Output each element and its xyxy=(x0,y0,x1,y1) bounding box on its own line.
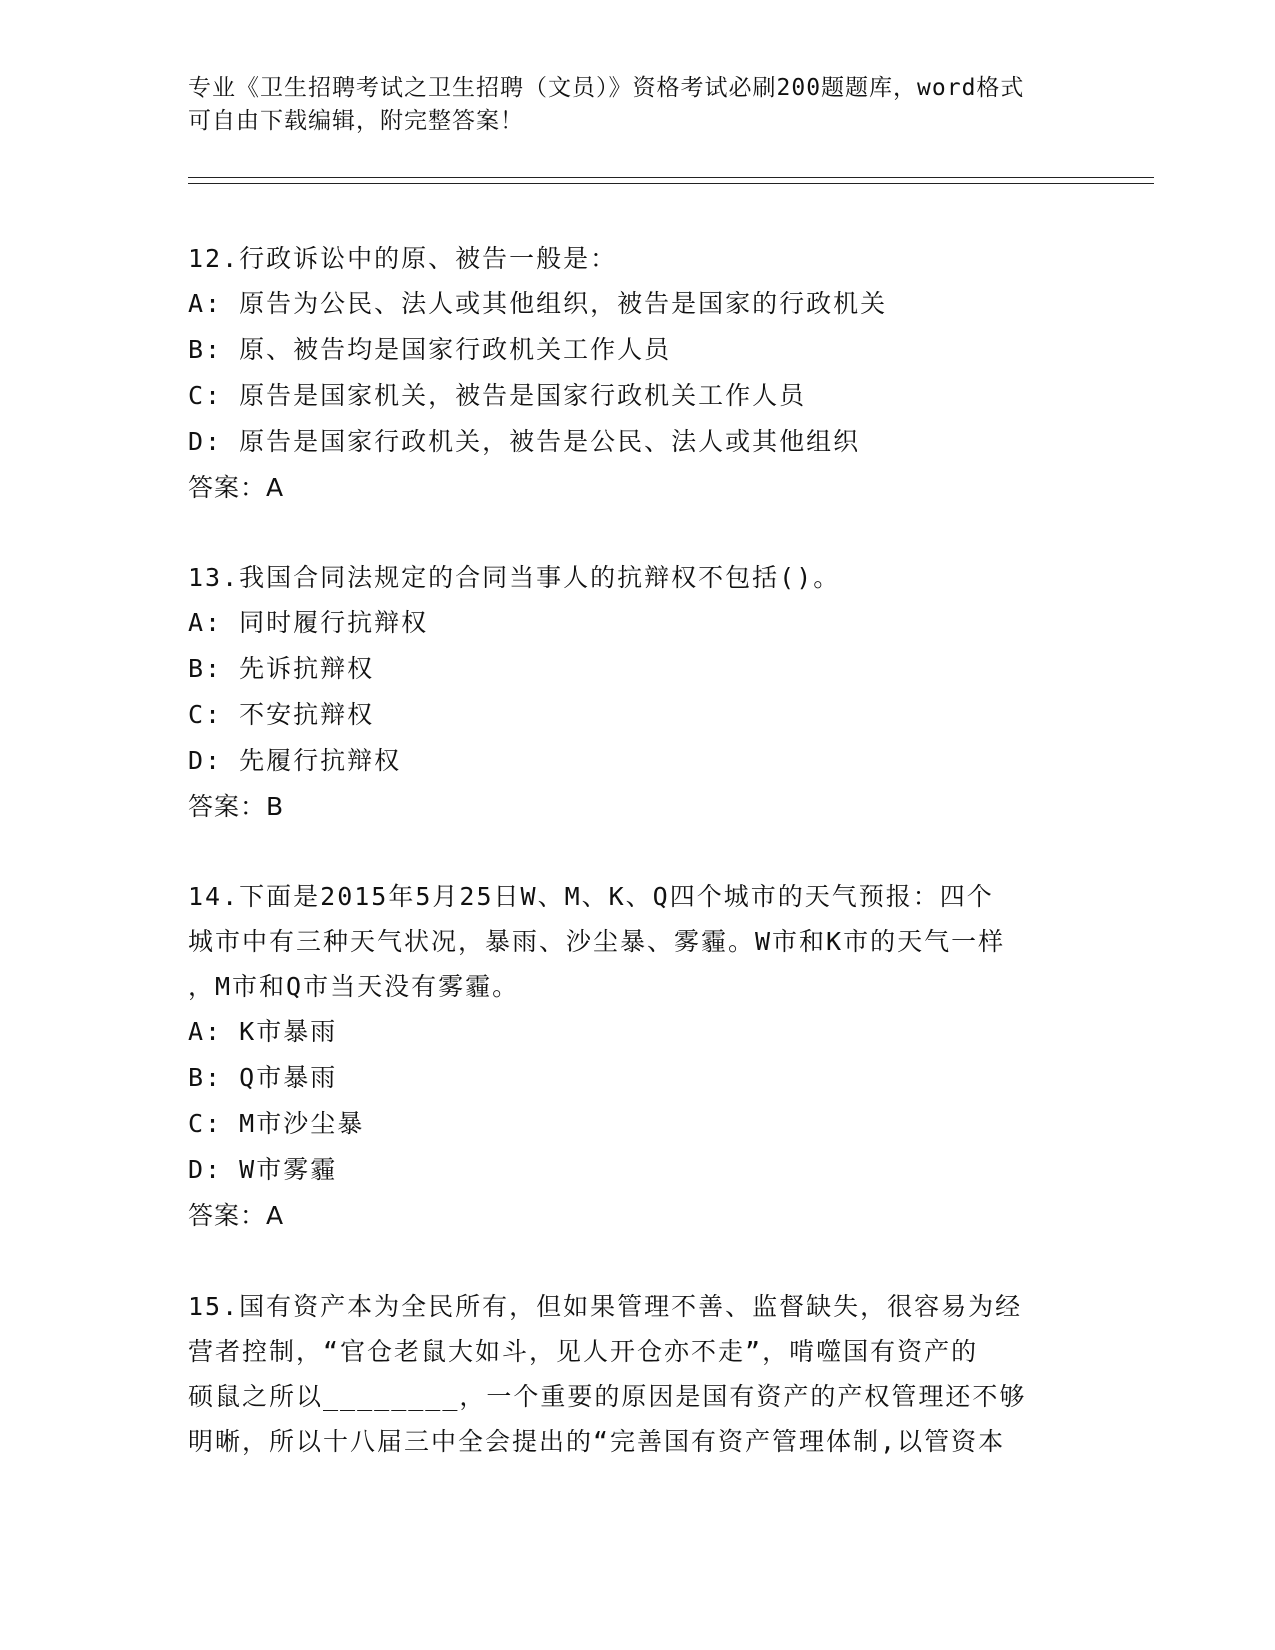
question-14 xyxy=(188,874,1088,1239)
question-stem-line-1: 15.国有资产本为全民所有，但如果管理不善、监督缺失，很容易为经 xyxy=(188,1292,1023,1321)
header-divider-bottom xyxy=(188,183,1154,184)
question-13 xyxy=(188,555,1088,830)
header-divider-top xyxy=(188,177,1154,178)
option-a: A: K市暴雨 xyxy=(188,1017,338,1046)
question-15 xyxy=(188,1284,1088,1464)
header-line-1: 专业《卫生招聘考试之卫生招聘（文员）》资格考试必刷200题题库，word格式 xyxy=(188,75,1025,101)
option-b: B: 先诉抗辩权 xyxy=(188,654,375,683)
option-c: C: 原告是国家机关，被告是国家行政机关工作人员 xyxy=(188,381,807,410)
option-c: C: 不安抗辩权 xyxy=(188,700,375,729)
option-d: D: 原告是国家行政机关，被告是公民、法人或其他组织 xyxy=(188,427,861,456)
option-b: B: Q市暴雨 xyxy=(188,1063,338,1092)
question-stem: 13.我国合同法规定的合同当事人的抗辩权不包括()。 xyxy=(188,563,841,592)
answer-line: 答案：A xyxy=(188,1201,285,1230)
question-stem: 12.行政诉讼中的原、被告一般是： xyxy=(188,244,618,273)
option-d: D: 先履行抗辩权 xyxy=(188,746,402,775)
answer-line: 答案：B xyxy=(188,792,285,821)
question-stem-line-4: 明晰，所以十八届三中全会提出的“完善国有资产管理体制,以管资本 xyxy=(188,1427,1006,1456)
option-a: A: 原告为公民、法人或其他组织，被告是国家的行政机关 xyxy=(188,289,888,318)
option-b: B: 原、被告均是国家行政机关工作人员 xyxy=(188,335,672,364)
question-stem-line-3: 硕鼠之所以________，一个重要的原因是国有资产的产权管理还不够 xyxy=(188,1382,1027,1411)
document-header xyxy=(188,72,1088,138)
option-c: C: M市沙尘暴 xyxy=(188,1109,365,1138)
option-d: D: W市雾霾 xyxy=(188,1155,338,1184)
answer-line: 答案：A xyxy=(188,473,285,502)
question-12 xyxy=(188,236,1088,511)
question-stem-line-1: 14.下面是2015年5月25日W、M、K、Q四个城市的天气预报：四个 xyxy=(188,882,994,911)
question-stem-line-2: 营者控制，“官仓老鼠大如斗，见人开仓亦不走”，啃噬国有资产的 xyxy=(188,1337,979,1366)
question-stem-line-2: 城市中有三种天气状况，暴雨、沙尘暴、雾霾。W市和K市的天气一样 xyxy=(188,927,1006,956)
question-stem-line-3: ，M市和Q市当天没有雾霾。 xyxy=(188,972,520,1001)
option-a: A: 同时履行抗辩权 xyxy=(188,608,429,637)
header-line-2: 可自由下载编辑，附完整答案！ xyxy=(188,108,524,134)
